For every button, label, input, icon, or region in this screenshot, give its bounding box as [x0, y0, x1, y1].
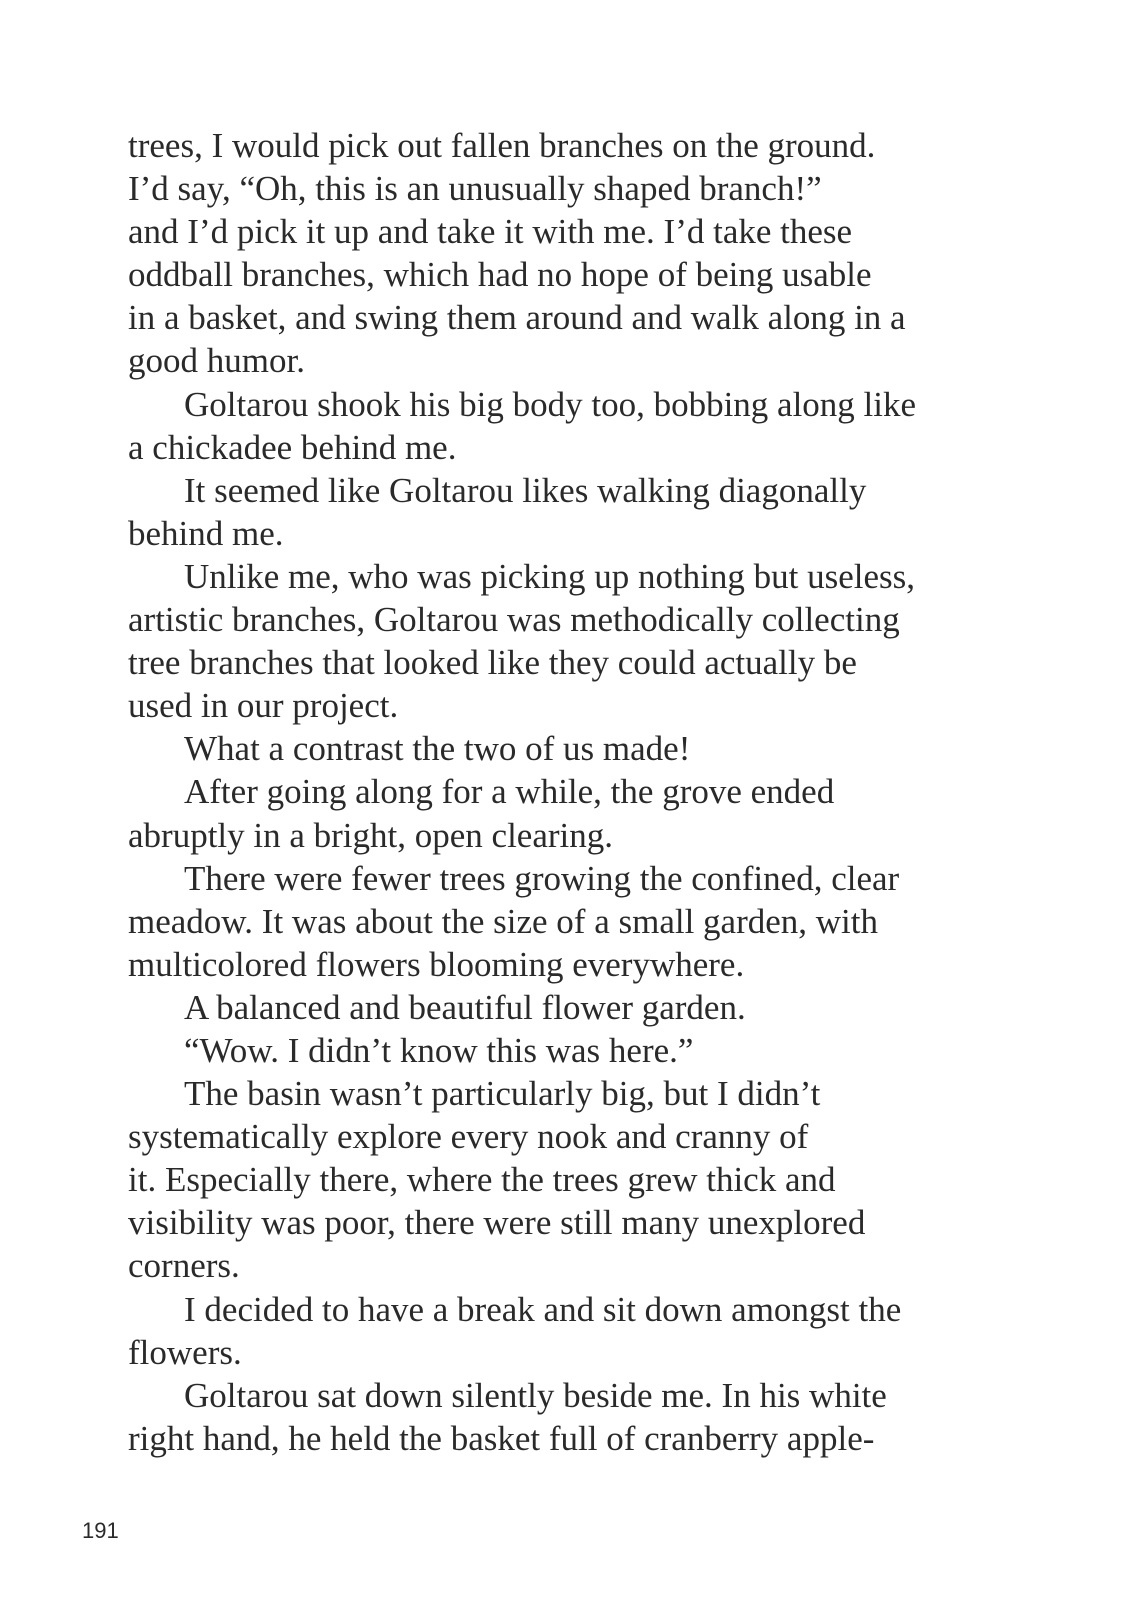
text-line: right hand, he held the basket full of cranberry apple-	[128, 1418, 875, 1458]
text-line: The basin wasn’t particularly big, but I didn’t	[184, 1074, 821, 1114]
text-line: “Wow. I didn’t know this was here.”	[184, 1030, 694, 1070]
text-line: I decided to have a break and sit down amongst the	[184, 1289, 902, 1329]
text-line: meadow. It was about the size of a small garden, with	[128, 901, 879, 941]
text-line: After going along for a while, the grove ended	[184, 772, 835, 812]
text-line: tree branches that looked like they could actually be	[128, 643, 857, 683]
page-number: 191	[82, 1518, 119, 1543]
text-line: Unlike me, who was picking up nothing but useless,	[184, 556, 916, 596]
text-line: It seemed like Goltarou likes walking diagonally	[184, 470, 867, 510]
text-line: in a basket, and swing them around and walk along in a	[128, 298, 906, 338]
text-line: flowers.	[128, 1332, 242, 1372]
text-line: and I’d pick it up and take it with me. I’d take these	[128, 212, 853, 252]
text-line: used in our project.	[128, 686, 399, 726]
text-line: it. Especially there, where the trees grew thick and	[128, 1160, 836, 1200]
text-line: oddball branches, which had no hope of being usable	[128, 255, 872, 295]
text-line: good humor.	[128, 341, 305, 381]
text-line: Goltarou sat down silently beside me. In his white	[184, 1375, 887, 1415]
text-line: corners.	[128, 1246, 240, 1286]
text-line: visibility was poor, there were still many unexplored	[128, 1203, 866, 1243]
text-line: multicolored flowers blooming everywhere.	[128, 944, 745, 984]
text-line: A balanced and beautiful flower garden.	[184, 987, 746, 1027]
text-line: systematically explore every nook and cranny of	[128, 1117, 809, 1157]
text-line: There were fewer trees growing the confined, clear	[184, 858, 900, 898]
text-line: a chickadee behind me.	[128, 427, 457, 467]
text-line: What a contrast the two of us made!	[184, 729, 691, 769]
text-line: abruptly in a bright, open clearing.	[128, 815, 613, 855]
text-line: I’d say, “Oh, this is an unusually shaped branch!”	[128, 169, 822, 209]
text-line: behind me.	[128, 513, 284, 553]
text-line: Goltarou shook his big body too, bobbing along like	[184, 384, 917, 424]
text-line: artistic branches, Goltarou was methodically collecting	[128, 600, 900, 640]
body-text	[128, 124, 988, 1460]
text-line: trees, I would pick out fallen branches on the ground.	[128, 126, 876, 165]
